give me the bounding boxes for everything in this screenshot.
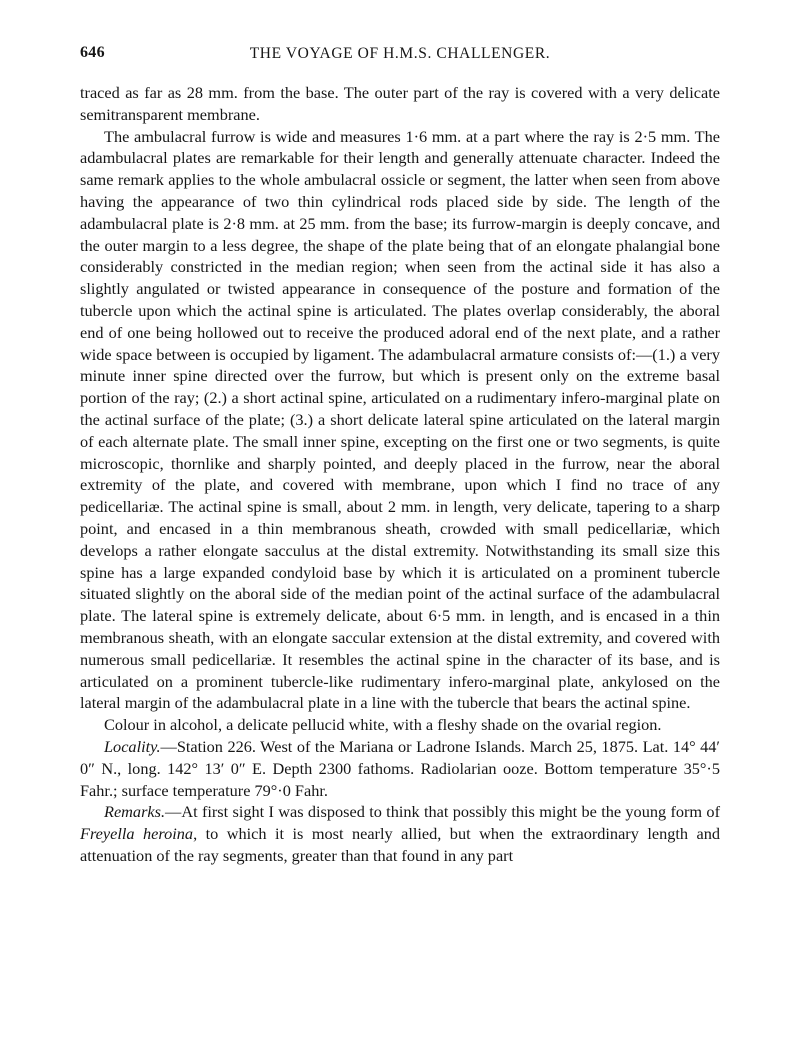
paragraph-colour: Colour in alcohol, a delicate pellucid white, with a fleshy shade on the ovarial region. <box>104 715 662 735</box>
body-text <box>80 82 720 867</box>
locality-text: —Station 226. West of the Mariana or Ladrone Islands. March 25, 1875. Lat. 14° 44′ 0″ N., long. 142° 13′ 0″ E. Depth 2300 fathoms. Radiolarian ooze. Bottom temperature 35°·5 Fahr.; surface temperature 79°·0 Fahr. <box>80 736 720 800</box>
paragraph-continuation: traced as far as 28 mm. from the base. The outer part of the ray is covered with a very delicate semitransparent membrane. <box>80 83 720 124</box>
paragraph-remarks <box>80 801 720 866</box>
page-header <box>80 44 720 66</box>
remarks-text-after: , to which it is most nearly allied, but when the extraordinary length and attenuation of the ray segments, greater than that found in any part <box>80 824 720 865</box>
running-title: THE VOYAGE OF H.M.S. CHALLENGER. <box>249 45 551 62</box>
locality-label: Locality. <box>104 736 161 756</box>
page-number: 646 <box>80 44 105 61</box>
remarks-label: Remarks. <box>104 802 166 822</box>
species-name: Freyella heroina <box>80 824 194 844</box>
remarks-text-before: —At first sight I was disposed to think that possibly this might be the young form of <box>165 802 720 822</box>
paragraph-ambulacral-furrow: The ambulacral furrow is wide and measures 1·6 mm. at a part where the ray is 2·5 mm. The adambulacral plates are remarkable for their length and generally attenuate character. Indeed the same remark applies to the whole ambulacral ossicle or segment, the latter when seen from above having the appearance of two thin cylindrical rods placed side by side. The length of the adambulacral plate is 2·8 mm. at 25 mm. from the base; its furrow-margin is deeply concave, and the outer margin to a less degree, the shape of the plate being that of an elongate phalangial bone considerably constricted in the median region; when seen from the actinal side it has also a slightly angulated or twisted appearance in consequence of the posture and formation of the tubercle upon which the actinal spine is articulated. The plates overlap considerably, the aboral end of one being hollowed out to receive the produced adoral end of the next plate, and a rather wide space between is occupied by ligament. The adambulacral armature consists of:—(1.) a very minute inner spine directed over the furrow, but which is present only on the extreme basal portion of the ray; (2.) a short actinal spine, articulated on a rudimentary infero-marginal plate on the actinal surface of the plate; (3.) a short delicate lateral spine articulated on the lateral margin of each alternate plate. The small inner spine, excepting on the first one or two segments, is quite microscopic, thornlike and sharply pointed, and deeply placed in the furrow, near the aboral extremity of the plate, and covered with membrane, upon which I find no trace of any pedicellariæ. The actinal spine is small, about 2 mm. in length, very delicate, tapering to a sharp point, and encased in a thin membranous sheath, crowded with small pedicellariæ, which develops a rather elongate sacculus at the distal extremity. Notwithstanding its small size this spine has a large expanded condyloid base by which it is articulated on a prominent tubercle situated slightly on the aboral side of the median point of the actinal surface of the adambulacral plate. The lateral spine is extremely delicate, about 6·5 mm. in length, and is encased in a thin membranous sheath, with an elongate saccular extension at the distal extremity, and covered with numerous small pedicellariæ. It resembles the actinal spine in the character of its base, and is articulated on a prominent tubercle-like rudimentary infero-marginal plate, ankylosed on the lateral margin of the adambulacral plate in a line with the tubercle that bears the actinal spine. <box>80 126 720 713</box>
paragraph-locality <box>80 736 720 801</box>
